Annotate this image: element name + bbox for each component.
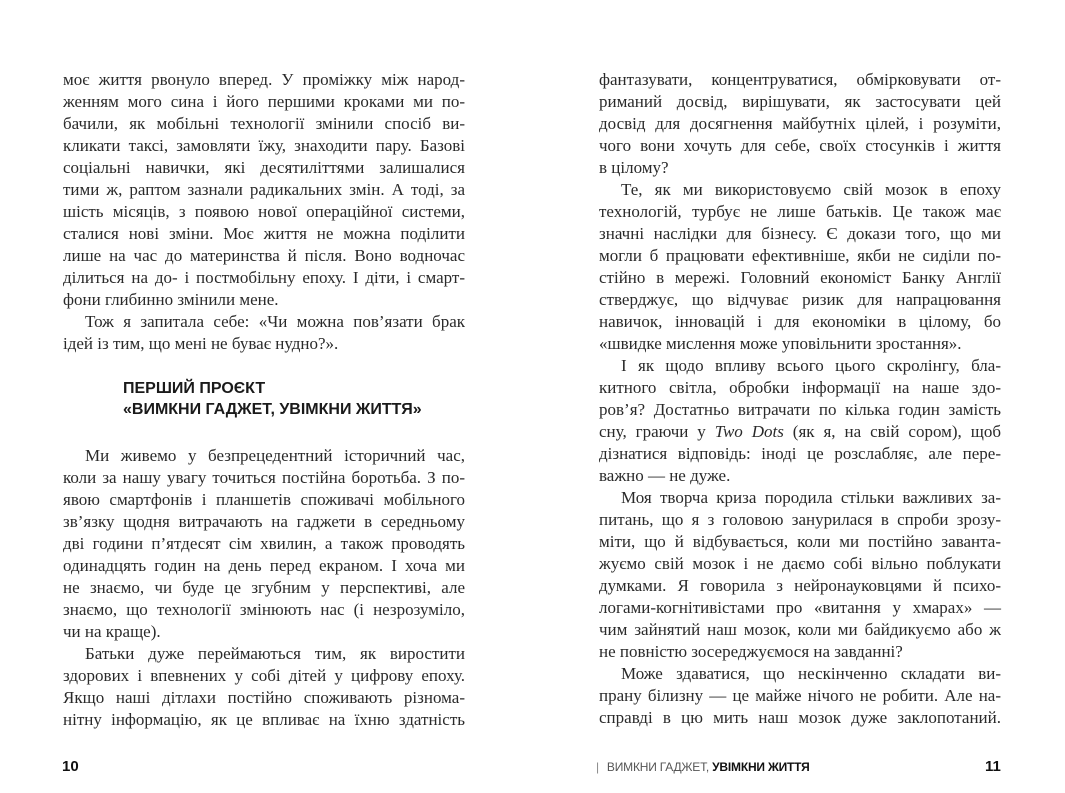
text-line: моє життя рвонуло вперед. У проміжку між народ-: [63, 70, 465, 89]
text-line: одинадцять годин на день перед екраном. І хоча ми: [63, 556, 465, 575]
text-line: тими ж, раптом зазнали радикальних змін. А тоді, за: [63, 180, 465, 199]
running-head-regular: ВИМКНИ ГАДЖЕТ,: [606, 760, 710, 774]
paragraph: [599, 69, 1001, 179]
text-line: фони глибинно змінили мене.: [63, 290, 279, 309]
text-line: чим зайнятий наш мозок, коли ми байдикуємо або ж: [599, 620, 1001, 639]
text-line: Моя творча криза породила стільки важливих за-: [621, 488, 1001, 507]
text-line: питань, що я з головою занурилася в спроби зрозу-: [599, 510, 1001, 529]
text-line: чи на краще).: [63, 622, 161, 641]
text-segment: сну, граючи у: [599, 422, 715, 441]
text-line: Тож я запитала себе: «Чи можна пов’язати брак: [85, 312, 465, 331]
text-line: здорових і впевнених у собі дітей у цифрову епоху.: [63, 666, 465, 685]
text-line: стверджує, що відчуває ризик для напрацювання: [599, 290, 1001, 309]
paragraph: [599, 355, 1001, 487]
text-line: прану білизну — це майже нічого не робити. Але на-: [599, 686, 1001, 705]
text-line: Те, як ми використовуємо свій мозок в епоху: [621, 180, 1001, 199]
text-line: кликати таксі, замовляти їжу, знаходити пару. Базові: [63, 136, 465, 155]
text-line: І як щодо впливу всього цього скролінгу, бла-: [621, 356, 1001, 375]
text-line: логами-когнітивістами про «витання у хмарах» —: [599, 598, 1001, 617]
text-line: бачили, як мобільні технології змінили спосіб ви-: [63, 114, 465, 133]
paragraph: [599, 487, 1001, 663]
text-line: не повністю зосереджуємося на завданні?: [599, 642, 903, 661]
text-line: справді в цю мить наш мозок дуже заклопотаний.: [599, 708, 1001, 727]
text-line: Може здаватися, що нескінченно складати ви-: [621, 664, 1001, 683]
text-line: Ми живемо у безпрецедентний історичний час,: [85, 446, 465, 465]
text-line: фантазувати, концентруватися, обмірковувати от-: [599, 70, 1001, 89]
text-line: досвід для досягнення майбутніх цілей, і розуміти,: [599, 114, 1001, 133]
text-line: технологій, турбує не лише батьків. Це також має: [599, 202, 1001, 221]
text-line: чого вони хочуть для себе, своїх стосунків і життя: [599, 136, 1001, 155]
text-line: думками. Я говорила з нейронауковцями й психо-: [599, 576, 1001, 595]
text-line: значні наслідки для бізнесу. Є докази того, що ми: [599, 224, 1001, 243]
text-line: стійно в мережі. Головний економіст Банку Англії: [599, 268, 1001, 287]
text-line: могли б працювати ефективніше, якби не сиділи по-: [599, 246, 1001, 265]
text-line: дізнатися відповідь: іноді це розслабляє, але пере-: [599, 444, 1001, 463]
running-head-separator: |: [596, 760, 599, 774]
text-line: зв’язку щодня витрачають на гаджети в середньому: [63, 512, 465, 531]
text-line: міти, що й відбувається, коли ми постійно заванта-: [599, 532, 1001, 551]
text-line: соціальні навички, які десятиліттями залишалися: [63, 158, 465, 177]
text-line: риманий досвід, вирішувати, як застосувати цей: [599, 92, 1001, 111]
paragraph: [599, 663, 1001, 729]
text-line: Якщо наші дітлахи постійно споживають різнома-: [63, 688, 465, 707]
paragraph: [63, 445, 465, 643]
text-line: важно — не дуже.: [599, 466, 731, 485]
text-line: [599, 421, 1001, 443]
running-head: [596, 760, 810, 774]
italic-title: Two Dots: [714, 422, 784, 441]
text-line: «швидке мислення може уповільнити зростання».: [599, 334, 962, 353]
running-head-bold: УВІМКНИ ЖИТТЯ: [712, 760, 810, 774]
page-number-left: 10: [62, 758, 79, 775]
text-line: сталися нові зміни. Моє життя не можна поділити: [63, 224, 465, 243]
text-segment: (як я, на свій сором), щоб: [783, 422, 1001, 441]
text-line: лише на час до материнства й після. Воно водночас: [63, 246, 465, 265]
left-page: [63, 69, 465, 731]
text-line: дві години п’ятдесят сім хвилин, а також проводять: [63, 534, 465, 553]
text-line: жуємо свій мозок і не даємо собі вільно поблукати: [599, 554, 1001, 573]
text-line: не знаємо, чи буде це згубним у перспективі, але: [63, 578, 465, 597]
text-line: ідей із тим, що мені не буває нудно?».: [63, 334, 339, 353]
text-line: коли за нашу увагу точиться постійна боротьба. З по-: [63, 468, 465, 487]
heading-line: ПЕРШИЙ ПРОЄКТ: [123, 380, 266, 397]
text-line: знаємо, що технології змінюють нас (і незрозуміло,: [63, 600, 465, 619]
text-line: нітну інформацію, як це впливає на їхню здатність: [63, 710, 465, 729]
text-line: шість місяців, з появою нової операційної системи,: [63, 202, 465, 221]
paragraph: [63, 69, 465, 311]
text-line: китного світла, обробки інформації на наше здо-: [599, 378, 1001, 397]
text-line: ров’я? Достатньо витрачати по кілька годин замість: [599, 400, 1001, 419]
heading-line: «ВИМКНИ ГАДЖЕТ, УВІМКНИ ЖИТТЯ»: [123, 401, 422, 418]
paragraph: [63, 311, 465, 355]
text-line: Батьки дуже переймаються тим, як виростити: [85, 644, 465, 663]
text-line: женням мого сина і його першими кроками ми по-: [63, 92, 465, 111]
text-line: ділиться на до- і постмобільну епоху. І діти, і смарт-: [63, 268, 465, 287]
text-line: навичок, інновацій і для економіки в цілому, бо: [599, 312, 1001, 331]
text-line: в цілому?: [599, 158, 669, 177]
page-number-right: 11: [985, 758, 1001, 775]
paragraph: [599, 179, 1001, 355]
section-heading: [123, 378, 465, 420]
right-page: [599, 69, 1001, 729]
paragraph: [63, 643, 465, 731]
text-line: явою смартфонів і планшетів споживачі мобільного: [63, 490, 465, 509]
